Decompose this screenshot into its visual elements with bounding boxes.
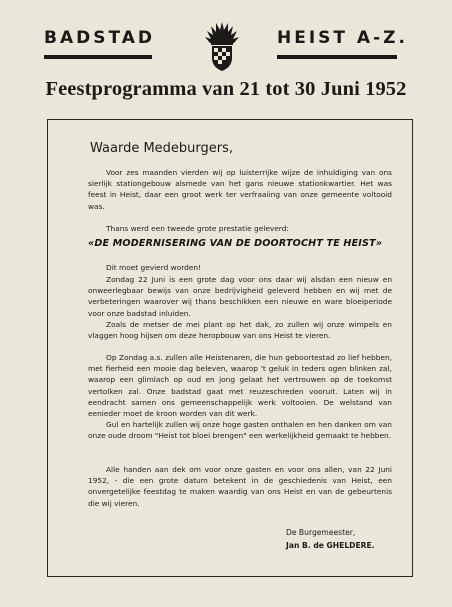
letter-paragraph: Gul en hartelijk zullen wij onze hoge gasten onthalen en hen danken om van onze oude droom "Heist tot bloei brengen" een werkelijkheid gemaakt te hebben. [88,420,392,441]
letter-headline: «DE MODERNISERING VAN DE DOORTOCHT TE HEIST» [88,238,383,249]
letter-paragraph: Zoals de metser de mei plant op het dak, zo zullen wij onze wimpels en vlaggen hoog hijsen om deze heropbouw van ons Heist te vieren. [88,320,392,341]
page-title: Feestprogramma van 21 tot 30 Juni 1952 [45,78,407,100]
letter-paragraph: Alle handen aan dek om voor onze gasten en voor ons allen, van 22 Juni 1952, - die een grote datum betekent in de geschiedenis van Heist, een onvergetelijke feestdag te maken waardig van ons Heist en van de gebeurtenis die wij vieren. [88,465,392,508]
letter-paragraph: Op Zondag a.s. zullen alle Heistenaren, die hun geboortestad zo lief hebben, met fierheid een mooie dag beleven, waarop 't geluk in teders ogen blinken zal, waarop een glimlach op oud en jong gelaat het vertrouwen op de toekomst vertolken zal. Onze badstad gaat met reuzeschreden vooruit. Laten wij in eendracht samen ons gemeenschappelijk werk voltooien. De welstand van eenieder moet de kroon worden van dit werk. [88,353,392,419]
signature-name: Jan B. de GHELDERE. [286,541,375,550]
letter-salutation: Waarde Medeburgers, [90,141,234,156]
heist-coat-of-arms-icon [202,20,242,72]
masthead-right: HEIST A-Z. [277,28,408,48]
masthead [0,20,452,70]
letter-paragraph: Dit moet gevierd worden! [106,263,202,272]
letter-paragraph: Voor zes maanden vierden wij op luisterrijke wijze de inhuldiging van ons sierlijk stationgebouw alsmede van het gans nieuwe stationkwartier. Het was feest in Heist, daar een groot werk ter verfraaiing van onze gemeente voltooid was. [88,168,392,211]
masthead-right-rule [277,55,397,59]
signature-role: De Burgemeester, [286,528,356,537]
masthead-left-rule [44,55,152,59]
letter-paragraph: Zondag 22 Juni is een grote dag voor ons daar wij alsdan een nieuw en onweerlegbaar bewijs van onze bedrijvigheid geleverd hebben en wij met de verbeteringen waarover wij thans beschikken een nieuwe en ware bloeiperiode voor onze badstad inluiden. [88,275,392,318]
masthead-left: BADSTAD [44,28,156,48]
letter-paragraph: Thans werd een tweede grote prestatie geleverd: [106,224,289,233]
signature-block [286,526,375,552]
